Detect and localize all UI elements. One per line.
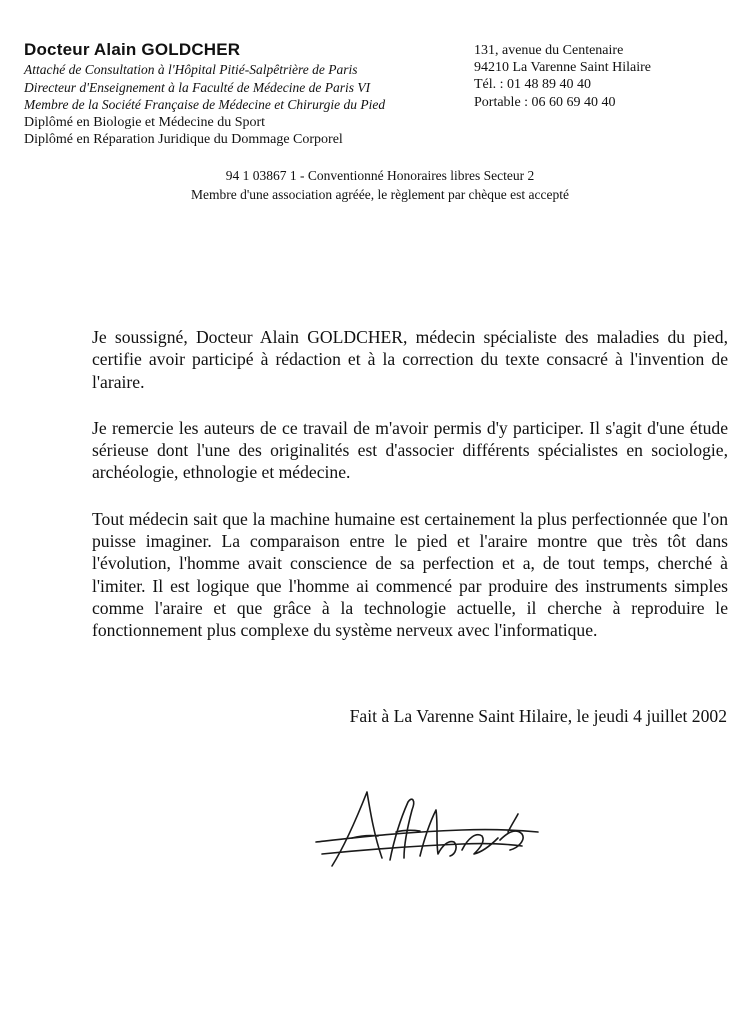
body-paragraph-2: Je remercie les auteurs de ce travail de m'avoir permis d'y participer. Il s'agit d'une étude sérieuse dont l'une des originalités est d'associer différents spécialistes en sociologie, archéologie, ethnologie et médecine. bbox=[92, 417, 728, 483]
association-note: Membre d'une association agréée, le règlement par chèque est accepté bbox=[191, 187, 569, 202]
registration-info bbox=[150, 166, 610, 204]
title-line-1: Attaché de Consultation à l'Hôpital Pitié-Salpêtrière de Paris bbox=[24, 62, 358, 77]
title-line-2: Directeur d'Enseignement à la Faculté de Médecine de Paris VI bbox=[24, 79, 371, 95]
diploma-line-1: Diplômé en Biologie et Médecine du Sport bbox=[24, 114, 266, 130]
registration-number: 94 1 03867 1 - Conventionné Honoraires libres Secteur 2 bbox=[225, 168, 535, 183]
signature-icon bbox=[312, 780, 542, 900]
diploma-line-2: Diplômé en Réparation Juridique du Dommage Corporel bbox=[24, 132, 343, 147]
address-street: 131, avenue du Centenaire bbox=[474, 43, 624, 58]
mobile-number: Portable : 06 60 69 40 40 bbox=[474, 94, 616, 110]
phone-number: Tél. : 01 48 89 40 40 bbox=[474, 77, 592, 93]
body-paragraph-3: Tout médecin sait que la machine humaine est certainement la plus perfectionnée que l'on puisse imaginer. La comparaison entre le pied et l'araire montre que très tôt dans l'évolution, l'homme avait conscience de sa perfection et a, de tout temps, cherché à l'imiter. Il est logique que l'homme ai commencé par produire des instruments simples comme l'araire et que grâce à la technologie actuelle, il cherche à reproduire le fonctionnement plus complexe du système nerveux avec l'informatique. bbox=[92, 508, 728, 641]
letterhead-address bbox=[474, 42, 734, 111]
title-line-3: Membre de la Société Française de Médecine et Chirurgie du Pied bbox=[24, 97, 386, 112]
doctor-name: Docteur Alain GOLDCHER bbox=[24, 40, 241, 59]
letter-body bbox=[92, 326, 728, 666]
closing-line: Fait à La Varenne Saint Hilaire, le jeudi 4 juillet 2002 bbox=[349, 706, 727, 726]
body-paragraph-1: Je soussigné, Docteur Alain GOLDCHER, médecin spécialiste des maladies du pied, certifie avoir participé à rédaction et à la correction du texte consacré à l'invention de l'araire. bbox=[92, 327, 728, 392]
letterhead-identity bbox=[24, 40, 444, 149]
address-city: 94210 La Varenne Saint Hilaire bbox=[474, 60, 652, 76]
